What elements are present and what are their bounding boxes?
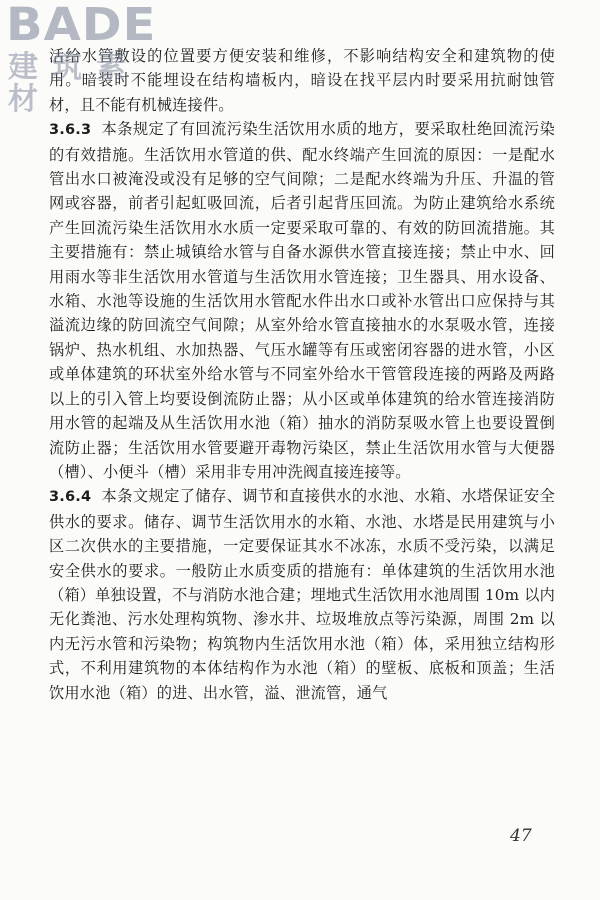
section-number: 3.6.4 — [49, 489, 92, 506]
paragraph-text: 本条规定了有回流污染生活饮用水质的地方，要采取杜绝回流污染的有效措施。生活饮用水管道的供、配水终端产生回流的原因：一是配水管出水口被淹没或没有足够的空气间隙；二是配水终端为升压、升温的管网或容器，前者引起虹吸回流，后者引起背压回流。为防止建筑给水系统产生回流污染生活饮用水水质一定要采取可靠的、有效的防回流措施。其主要措施有：禁止城镇给水管与自备水源供水管直接连接；禁止中水、回用雨水等非生活饮用水管道与生活饮用水管连接；卫生器具、用水设备、水箱、水池等设施的生活饮用水管配水件出水口或补水管出口应保持与其溢流边缘的防回流空气间隙；从室外给水管直接抽水的水泵吸水管，连接锅炉、热水机组、水加热器、气压水罐等有压或密闭容器的进水管，小区或单体建筑的环状室外给水管与不同室外给水干管管段连接的两路及两路以上的引入管上均要设倒流防止器；从小区或单体建筑的给水管连接消防用水管的起端及从生活饮用水池（箱）抽水的消防泵吸水管上也要设置倒流防止器；生活饮用水管要避开毒物污染区，禁止生活饮用水管与大便器（槽）、小便斗（槽）采用非专用冲洗阀直接连接等。 — [49, 120, 555, 481]
paragraph-text: 活给水管敷设的位置要方便安装和维修，不影响结构安全和建筑物的使用。暗装时不能埋设在结构墙板内，暗设在找平层内时要采用抗耐蚀管材，且不能有机械连接件。 — [49, 47, 555, 114]
watermark-logo-text: BADE — [6, 0, 157, 52]
paragraph-continued — [49, 44, 555, 117]
section-number: 3.6.3 — [49, 122, 92, 139]
paragraph-3-6-3 — [49, 117, 555, 484]
paragraph-text: 本条文规定了储存、调节和直接供水的水池、水箱、水塔保证安全供水的要求。储存、调节生活饮用水的水箱、水池、水塔是民用建筑与小区二次供水的主要措施，一定要保证其水不冰冻，水质不受污染，以满足安全供水的要求。一般防止水质变质的措施有：单体建筑的生活饮用水池（箱）单独设置，不与消防水池合建；埋地式生活饮用水池周围 10m 以内无化粪池、污水处理构筑物、渗水井、垃圾堆放点等污染源，周围 2m 以内无污水管和污染物；构筑物内生活饮用水池（箱）体，采用独立结构形式，不利用建筑物的本体结构作为水池（箱）的壁板、底板和顶盖；生活饮用水池（箱）的进、出水管，溢、泄流管，通气 — [49, 487, 556, 702]
body-text — [49, 44, 555, 705]
watermark-subtitle: 建筑素材 — [8, 50, 140, 117]
page-number: 47 — [510, 826, 532, 846]
paragraph-3-6-4 — [49, 484, 555, 705]
